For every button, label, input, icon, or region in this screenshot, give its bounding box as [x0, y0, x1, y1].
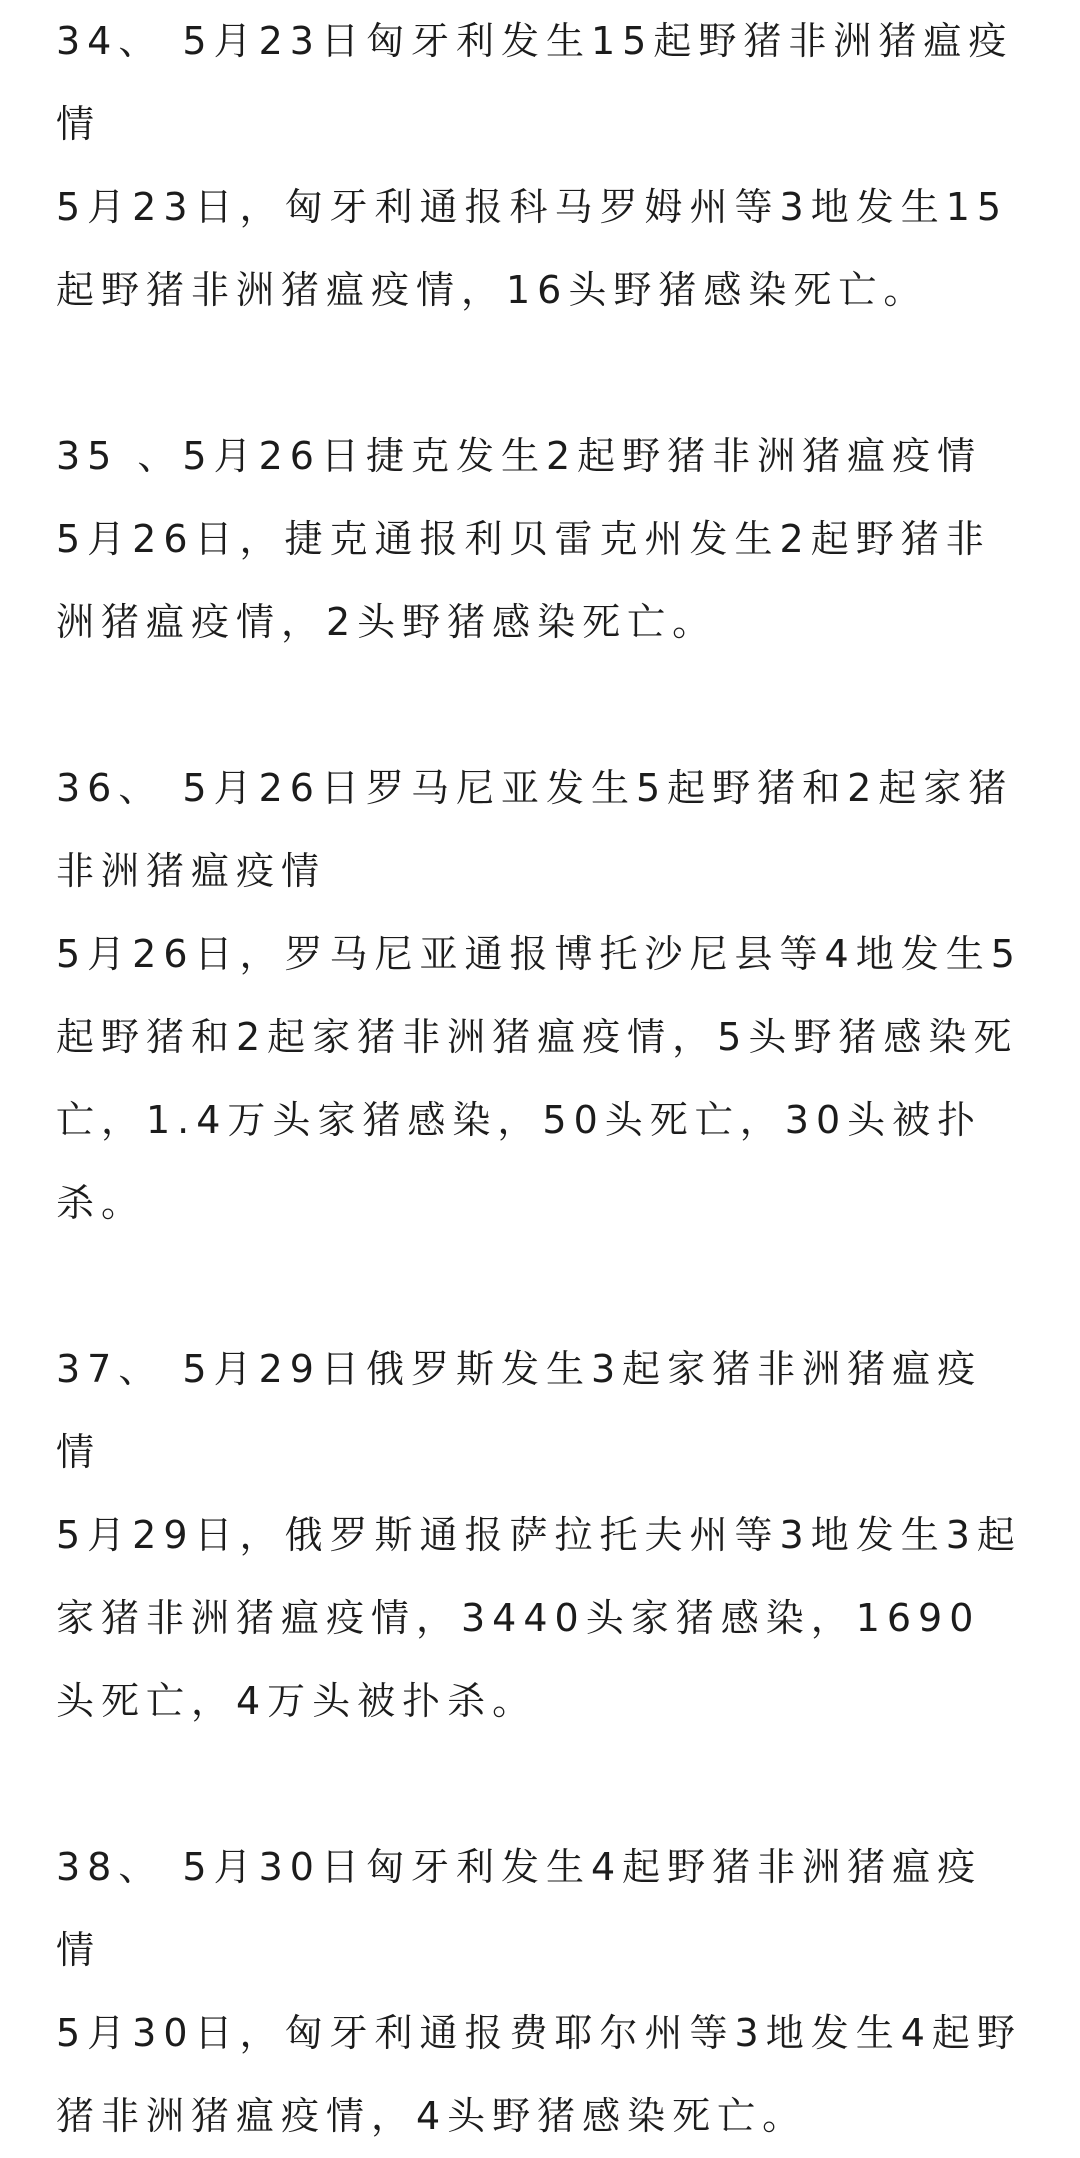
entry-headline: 38、 5月30日匈牙利发生4起野猪非洲猪瘟疫情 — [56, 1845, 983, 1972]
entry-body: 5月29日，俄罗斯通报萨拉托夫州等3地发生3起家猪非洲猪瘟疫情，3440头家猪感染，1690头死亡，4万头被扑杀。 — [56, 1513, 1022, 1723]
news-entry-35 — [56, 415, 1024, 664]
entry-body: 5月26日，罗马尼亚通报博托沙尼县等4地发生5起野猪和2起家猪非洲猪瘟疫情，5头野猪感染死亡，1.4万头家猪感染，50头死亡，30头被扑杀。 — [56, 932, 1022, 1225]
entry-body: 5月30日，匈牙利通报费耶尔州等3地发生4起野猪非洲猪瘟疫情，4头野猪感染死亡。 — [56, 2011, 1022, 2138]
entry-headline: 37、 5月29日俄罗斯发生3起家猪非洲猪瘟疫情 — [56, 1347, 983, 1474]
entry-headline: 34、 5月23日匈牙利发生15起野猪非洲猪瘟疫情 — [56, 19, 1014, 146]
entry-body: 5月23日，匈牙利通报科马罗姆州等3地发生15起野猪非洲猪瘟疫情，16头野猪感染死亡。 — [56, 185, 1009, 312]
entry-headline: 36、 5月26日罗马尼亚发生5起野猪和2起家猪非洲猪瘟疫情 — [56, 766, 1014, 893]
news-entry-34 — [56, 0, 1024, 332]
news-entry-36 — [56, 747, 1024, 1245]
entry-body: 5月26日，捷克通报利贝雷克州发生2起野猪非洲猪瘟疫情，2头野猪感染死亡。 — [56, 517, 991, 644]
news-entry-38 — [56, 1826, 1024, 2158]
entry-headline: 35 、5月26日捷克发生2起野猪非洲猪瘟疫情 — [56, 434, 983, 478]
article-body — [56, 0, 1024, 2158]
news-entry-37 — [56, 1328, 1024, 1743]
